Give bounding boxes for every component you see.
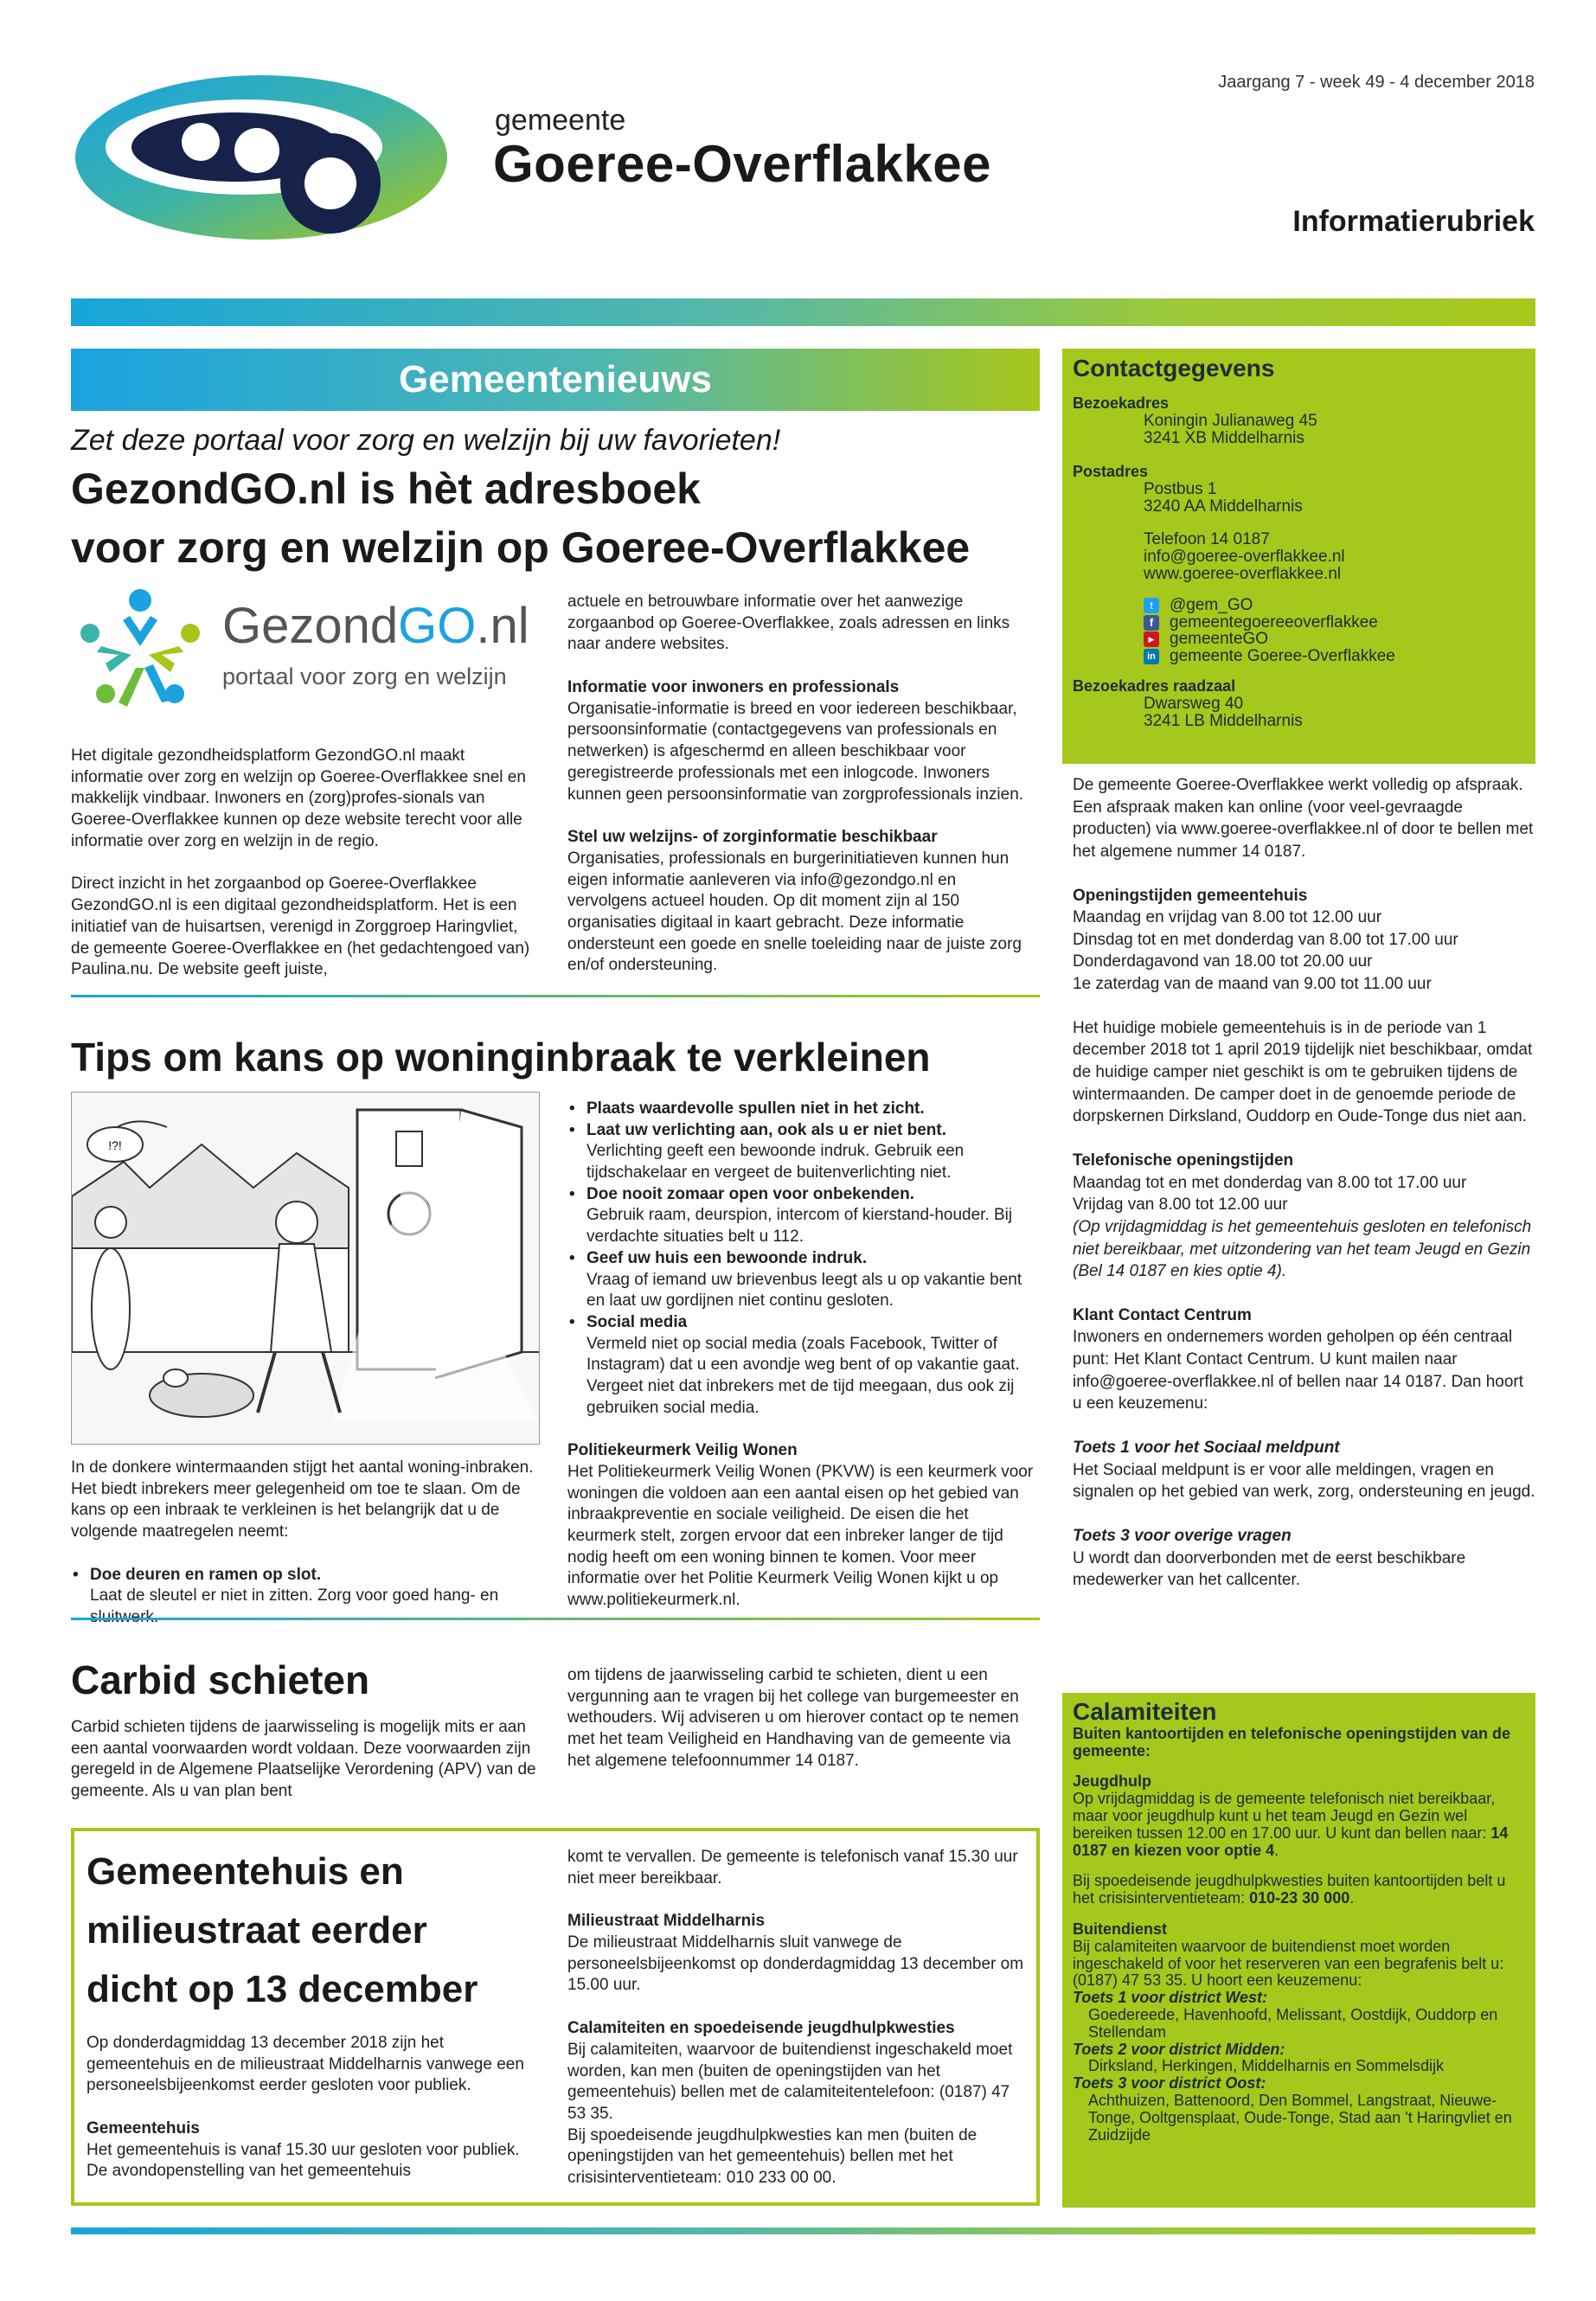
contact-website[interactable]: www.goeree-overflakkee.nl [1144,564,1342,583]
cartoon-speech: !?! [108,1138,122,1152]
gezondgo-name-accent: GO [398,598,477,654]
toets3-title: Toets 3 voor overige vragen [1073,1526,1292,1545]
sidebar-p1: De gemeente Goeree-Overflakkee werkt volledig op afspraak. Een afspraak maken kan online (voor veel-gevraagde producten) via www.goeree-overflakkee.nl of door te bellen met het algemene nummer 14 0187. [1073,776,1534,861]
tel-title: Telefonische openingstijden [1073,1150,1294,1170]
calamiteiten-title: Calamiteiten [1073,1698,1217,1725]
tip-item [567,1248,1035,1312]
twitter-icon: t [1144,598,1159,613]
contact-email[interactable]: info@goeree-overflakkee.nl [1144,547,1345,566]
raad-line1: Dwarsweg 40 [1144,695,1244,714]
tip5-title: Geef uw huis een bewoonde indruk. [586,1248,868,1267]
article2-title: Tips om kans op woninginbraak te verkleinen [71,1035,931,1080]
bezoek-line2: 3241 XB Middelharnis [1144,428,1304,447]
west-title: Toets 1 voor district West: [1073,1989,1268,2007]
tel-line1: Maandag tot en met donderdag van 8.00 tot 17.00 uur [1073,1173,1467,1192]
article3-right: om tijdens de jaarwisseling carbid te schieten, dient u een vergunning aan te vragen bij het college van burgemeester en wethouders. Wij adviseren u om hierover contact op te nemen met het team Veiligheid en Handhaving van de gemeente via het algemene telefoonnummer 14 0187. [567,1666,1019,1770]
tip1-title: Doe deuren en ramen op slot. [90,1565,322,1584]
social-facebook-row[interactable] [1073,614,1527,631]
contact-phone: Telefoon 14 0187 [1144,529,1270,548]
kcc-text: Inwoners en ondernemers worden geholpen op één centraal punt: Het Klant Contact Centrum. U kunt mailen naar info@goeree-overflakkee.nl of bellen naar 14 0187. Dan hoort u een keuzemenu: [1073,1328,1524,1413]
article4-right-p4: Bij spoedeisende jeugdhulpkwesties kan men (buiten de openingstijden van het gemeentehuis) bellen met het crisisinterventieteam: 010 233 00 00. [567,2125,977,2187]
crisis-text: Bij spoedeisende jeugdhulpkwesties buiten kantoortijden belt u het crisisinterventieteam: [1073,1872,1506,1907]
youtube-icon: ▶ [1144,631,1159,647]
toets3-text: U wordt dan doorverbonden met de eerst beschikbare medewerker van het callcenter. [1073,1548,1466,1590]
tip4-text: Gebruik raam, deurspion, intercom of kierstand-houder. Bij verdachte situaties belt u 112. [586,1206,1013,1247]
open-line1: Maandag en vrijdag van 8.00 tot 12.00 uur [1073,908,1382,927]
bezoek-label: Bezoekadres [1073,394,1170,412]
article1-kicker: Zet deze portaal voor zorg en welzijn bij uw favorieten! [71,424,781,457]
article3-title: Carbid schieten [71,1657,370,1702]
jeugd-bold: 14 0187 en kiezen voor optie 4 [1073,1823,1509,1859]
gezondgo-tagline: portaal voor zorg en welzijn [222,663,507,689]
header-gemeente: gemeente [495,104,626,137]
tip4-title: Doe nooit zomaar open voor onbekenden. [586,1184,914,1203]
article4-left-h2: Gemeentehuis [87,2119,200,2138]
open-line4: 1e zaterdag van de maand van 9.00 tot 11.00 uur [1073,975,1432,994]
midden-title: Toets 2 voor district Midden: [1073,2040,1285,2058]
jeugd-text: Op vrijdagmiddag is de gemeente telefonisch niet bereikbaar, maar voor jeugdhulp kunt u het team Jeugd en Gezin wel bereiken tussen 12.00 en 17.00 uur. U kunt dan bellen naar: [1073,1790,1496,1842]
tip2-title: Plaats waardevolle spullen niet in het zicht. [586,1099,925,1118]
social-youtube-row[interactable] [1073,631,1527,648]
article4-title-1: Gemeentehuis en [87,1850,404,1893]
article1-title-2: voor zorg en welzijn op Goeree-Overflakkee [71,523,971,572]
linkedin-icon: in [1144,649,1159,664]
toets1-title: Toets 1 voor het Sociaal meldpunt [1073,1439,1340,1458]
article4-title-3: dicht op 13 december [87,1968,478,2011]
article4-right-h2: Milieustraat Middelharnis [567,1912,766,1931]
calamiteiten-subtitle: Buiten kantoortijden en telefonische openingstijden van de gemeente: [1073,1724,1511,1759]
sidebar-p2: Het huidige mobiele gemeentehuis is in de periode van 1 december 2018 tot 1 april 2019 tijdelijk niet beschikbaar, omdat de huidige camper niet geschikt is om te gebruiken tijdens de wintermaanden. De camper doet in de genoemde periode de dorpskernen Dirksland, Ouddorp en Oude-Tonge dus niet aan. [1073,1018,1533,1126]
tip1-text: Laat de sleutel er niet in zitten. Zorg voor goed hang- en [90,1586,499,1606]
section-banner: Gemeentenieuws [71,349,1040,411]
tip5-text: Vraag of iemand uw brievenbus leegt als u op vakantie bent en laat uw gordijnen niet continu gesloten. [586,1270,1022,1311]
divider [71,995,1040,997]
article2-intro: In de donkere wintermaanden stijgt het aantal woning-inbraken. Het biedt inbrekers meer gelegenheid om toe te slaan. Om de kans op een inbraak te verkleinen is het belangrijk dat u de volgende maatregelen neemt: [71,1458,534,1541]
article4-right-p1: komt te vervallen. De gemeente is telefonisch vanaf 15.30 uur niet meer bereikbaar. [567,1848,1018,1888]
tel-note: (Op vrijdagmiddag is het gemeentehuis gesloten en telefonisch niet bereikbaar, met uitzondering van het team Jeugd en Gezin (Bel 14 0187 en kies optie 4). [1073,1217,1532,1281]
header-rubriek: Informatierubriek [1292,205,1535,238]
toets1-text: Het Sociaal meldpunt is er voor alle meldingen, vragen en signalen op het gebied van werk, zorg, ondersteuning en jeugd. [1073,1460,1535,1502]
tip3-title: Laat uw verlichting aan, ook als u er niet bent. [586,1120,946,1139]
social-linkedin-row[interactable] [1073,648,1527,665]
article4-title-2: milieustraat eerder [87,1909,427,1952]
bd-text: Bij calamiteiten waarvoor de buitendienst moet worden ingeschakeld of voor het reserveren van een begrafenis belt u: (0187) 47 53 35. U hoort een keuzemenu: [1073,1937,1504,1990]
social-twitter-row[interactable] [1073,597,1527,614]
social-facebook: gemeentegoereeoverflakkee [1170,612,1378,631]
social-linkedin: gemeente Goeree-Overflakkee [1170,647,1395,666]
footer-gradient-bar [71,2227,1535,2234]
article1-title-1: GezondGO.nl is hèt adresboek [71,465,701,513]
oost-text: Achthuizen, Battenoord, Den Bommel, Langstraat, Nieuwe-Tonge, Ooltgensplaat, Oude-Tonge, Stad aan 't Haringvliet en Zuidzijde [1088,2091,1512,2144]
raad-label: Bezoekadres raadzaal [1073,677,1236,695]
tip6-title: Social media [586,1312,688,1331]
article1-left-p1: Het digitale gezondheidsplatform GezondGO.nl maakt informatie over zorg en welzijn op Goeree-Overflakkee snel en makkelijk vindbaar. Inwoners en (zorg)profes-sionals van Goeree-Overflakkee kunnen op deze website terecht voor alle informatie over zorg en welzijn in de regio. [71,747,526,850]
social-twitter: @gem_GO [1170,595,1253,614]
gezondgo-logo [71,581,538,720]
gezondgo-logo-mark [71,581,209,720]
open-title: Openingstijden gemeentehuis [1073,886,1308,905]
burglary-cartoon [71,1092,540,1445]
post-label: Postadres [1073,462,1149,480]
tip-item [567,1120,1035,1184]
tip6-text: Vermeld niet op social media (zoals Facebook, Twitter of Instagram) dat u een avondje weg bent of op vakantie gaat. Vergeet niet dat inbrekers met de tijd meegaan, dus ook zij gebruiken social media. [586,1334,1020,1417]
contact-title: Contactgegevens [1073,355,1275,381]
facebook-icon: f [1144,615,1159,631]
bezoek-line1: Koningin Julianaweg 45 [1144,412,1317,430]
west-text: Goedereede, Havenhoofd, Melissant, Oostdijk, Ouddorp en Stellendam [1088,2005,1498,2041]
social-youtube: gemeenteGO [1170,630,1269,649]
article1-right-p3: Organisaties, professionals en burgerinitiatieven kunnen hun eigen informatie aanleveren via info@gezondgo.nl en vervolgens actueel houden. Op dit moment zijn al 150 organisaties digitaal in kaart gebracht. Deze informatie ondersteunt een goede en snelle toeleiding naar de juiste zorg en/of ondersteuning. [567,849,1022,975]
oost-title: Toets 3 voor district Oost: [1073,2074,1266,2093]
pkvw-text: Het Politiekeurmerk Veilig Wonen (PKVW) is een keurmerk voor woningen die voldoen aan een aantal eisen op het gebied van inbraakpreventie en sociale veiligheid. De eisen die het keurmerk stelt, zorgen ervoor dat een inbreker langer de tijd nodig heeft om een woning binnen te komen. Voor meer informatie over het Politie Keurmerk Veilig Wonen kijkt u op www.politiekeurmerk.nl. [567,1463,1034,1610]
raad-line2: 3241 LB Middelharnis [1144,712,1303,731]
article1-right-p1: actuele en betrouwbare informatie over het aanwezige zorgaanbod op Goeree-Overflakkee, zoals adressen en links naar andere websites. [567,593,1010,654]
post-line2: 3240 AA Middelharnis [1144,497,1303,516]
jeugd-end: . [1274,1841,1279,1859]
article4-right-h3: Calamiteiten en spoedeisende jeugdhulpkwesties [567,2019,955,2038]
midden-text: Dirksland, Herkingen, Middelharnis en Sommelsdijk [1088,2057,1445,2075]
bd-title: Buitendienst [1073,1920,1168,1938]
article4-right-p3: Bij calamiteiten, waarvoor de buitendienst ingeschakeld moet worden, kan men (buiten de openingstijden van het gemeentehuis) bellen met de calamiteitentelefoon: (0187) 47 53 35. [567,2040,1013,2123]
article1-right-p2: Organisatie-informatie is breed en voor iedereen beschikbaar, persoonsinformatie (contactgegevens van professionals en netwerken) is afgeschermd en alleen beschikbaar voor geregistreerde professionals met een inlogcode. Inwoners kunnen geen persoonsinformatie van zorgprofessionals inzien. [567,699,1024,804]
article4-right-p2: De milieustraat Middelharnis sluit vanwege de personeelsbijeenkomst op donderdagmiddag 13 december om 15.00 uur. [567,1933,1024,1995]
article1-right-h3: Stel uw welzijns- of zorginformatie beschikbaar [567,828,938,847]
crisis-end: . [1349,1889,1355,1907]
open-line3: Donderdagavond van 18.00 tot 20.00 uur [1073,952,1373,971]
open-line2: Dinsdag tot en met donderdag van 8.00 tot 17.00 uur [1073,930,1458,949]
kcc-title: Klant Contact Centrum [1073,1305,1252,1324]
article1-left-p2: Direct inzicht in het zorgaanbod op Goeree-Overflakkee GezondGO.nl is een digitaal gezondheidsplatform. Het is een initiatief van de huisartsen, verenigd in Zorggroep Haringvliet, de gemeente Goeree-Overflakkee en (het gedachtengoed van) Paulina.nu. De website geeft juiste, [71,875,530,979]
header-gradient-bar [71,298,1535,326]
tip3-text: Verlichting geeft een bewoonde indruk. Gebruik een tijdschakelaar en vergeet de buitenverlichting niet. [586,1142,965,1183]
divider [71,1618,1040,1620]
tip-item [567,1184,1035,1248]
post-line1: Postbus 1 [1144,479,1217,498]
issue-meta: Jaargang 7 - week 49 - 4 december 2018 [1218,73,1535,92]
article4-left-p2: Het gemeentehuis is vanaf 15.30 uur gesloten voor publiek. De avondopenstelling van het gemeentehuis [87,2140,520,2181]
article4-left-p1: Op donderdagmiddag 13 december 2018 zijn het gemeentehuis en de milieustraat Middelharnis vanwege een personeelsbijeenkomst eerder gesloten voor publiek. [87,2034,524,2095]
municipality-logo [71,71,452,253]
article1-right-h2: Informatie voor inwoners en professionals [567,678,900,697]
header-title: Goeree-Overflakkee [493,135,992,193]
tel-line2: Vrijdag van 8.00 tot 12.00 uur [1073,1195,1288,1215]
crisis-bold: 010-23 30 000 [1249,1889,1350,1907]
pkvw-title: Politiekeurmerk Veilig Wonen [567,1441,798,1460]
jeugd-title: Jeugdhulp [1073,1772,1151,1791]
gezondgo-name-suffix: .nl [476,598,529,654]
tip-item [567,1312,1035,1419]
gezondgo-name-plain: Gezond [222,598,399,654]
article3-left: Carbid schieten tijdens de jaarwisseling is mogelijk mits er aan een aantal voorwaarden wordt voldaan. Deze voorwaarden zijn geregeld in de Algemene Plaatselijke Verordening (APV) van de gemeente. Als u van plan bent [71,1718,536,1801]
tip-item [567,1099,1035,1120]
